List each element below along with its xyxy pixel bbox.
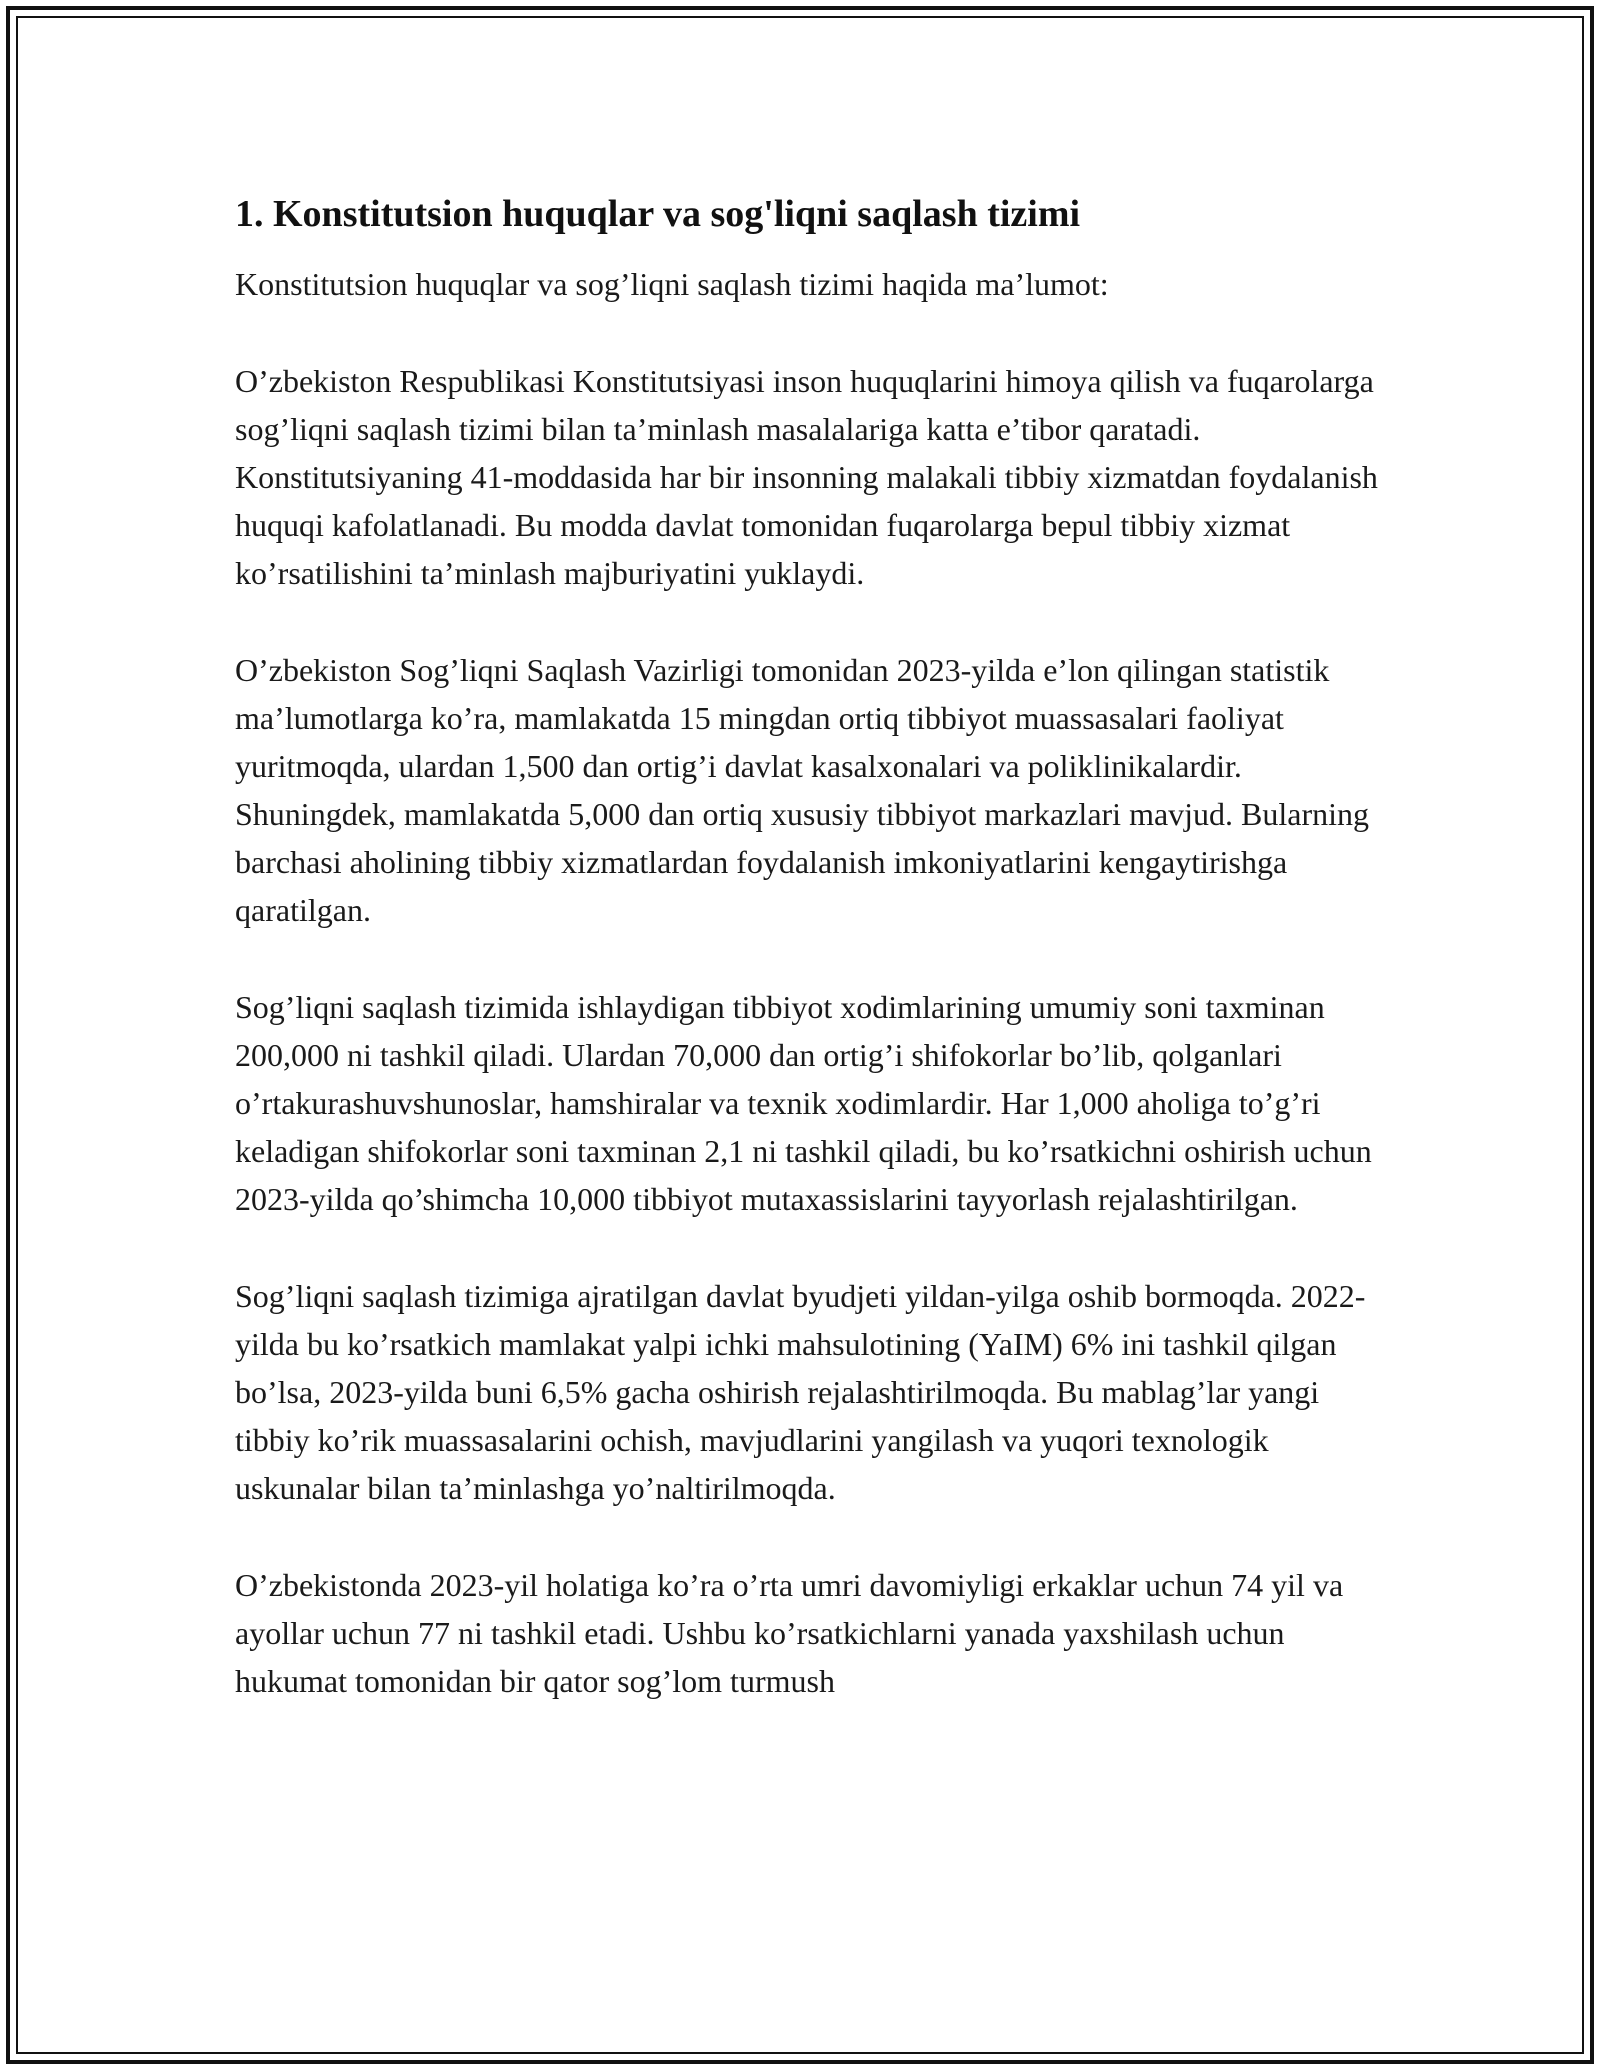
paragraph-constitution: O’zbekiston Respublikasi Konstitutsiyasi inson huquqlarini himoya qilish va fuqarolarga sog’liqni saqlash tizimi bilan ta’minlash masalalariga katta e’tibor qaratadi. Konstitutsiyaning 41-moddasida har bir insonning malakali tibbiy xizmatdan foydalanish huquqi kafolatlanadi. Bu modda davlat tomonidan fuqarolarga bepul tibbiy xizmat ko’rsatilishini ta’minlash majburiyatini yuklaydi. [235, 363, 1378, 591]
paragraph-budget: Sog’liqni saqlash tizimiga ajratilgan davlat byudjeti yildan-yilga oshib bormoqda. 2022-yilda bu ko’rsatkich mamlakat yalpi ichki mahsulotining (YaIM) 6% ini tashkil qilgan bo’lsa, 2023-yilda buni 6,5% gacha oshirish rejalashtirilmoqda. Bu mablag’lar yangi tibbiy ko’rik muassasalarini ochish, mavjudlarini yangilash va yuqori texnologik uskunalar bilan ta’minlashga yo’naltirilmoqda. [235, 1278, 1366, 1506]
intro-line: Konstitutsion huquqlar va sog’liqni saqlash tizimi haqida ma’lumot: [235, 266, 1109, 302]
paragraph-life-expectancy: O’zbekistonda 2023-yil holatiga ko’ra o’rta umri davomiyligi erkaklar uchun 74 yil va ayollar uchun 77 ni tashkil etadi. Ushbu ko’rsatkichlarni yanada yaxshilash uchun hukumat tomonidan bir qator sog’lom turmush [235, 1567, 1344, 1699]
paragraph-institutions: O’zbekiston Sog’liqni Saqlash Vazirligi tomonidan 2023-yilda e’lon qilingan statistik ma’lumotlarga ko’ra, mamlakatda 15 mingdan ortiq tibbiyot muassasalari faoliyat yuritmoqda, ulardan 1,500 dan ortig’i davlat kasalxonalari va poliklinikalardir. Shuningdek, mamlakatda 5,000 dan ortiq xususiy tibbiyot markazlari mavjud. Bularning barchasi aholining tibbiy xizmatlardan foydalanish imkoniyatlarini kengaytirishga qaratilgan. [235, 652, 1370, 928]
section-heading: 1. Konstitutsion huquqlar va sog'liqni saqlash tizimi [235, 193, 1081, 235]
document-body [235, 188, 1385, 1754]
paragraph-staff: Sog’liqni saqlash tizimida ishlaydigan tibbiyot xodimlarining umumiy soni taxminan 200,000 ni tashkil qiladi. Ulardan 70,000 dan ortig’i shifokorlar bo’lib, qolganlari o’rtakurashuvshunoslar, hamshiralar va texnik xodimlardir. Har 1,000 aholiga to’g’ri keladigan shifokorlar soni taxminan 2,1 ni tashkil qiladi, bu ko’rsatkichni oshirish uchun 2023-yilda qo’shimcha 10,000 tibbiyot mutaxassislarini tayyorlash rejalashtirilgan. [235, 989, 1372, 1217]
